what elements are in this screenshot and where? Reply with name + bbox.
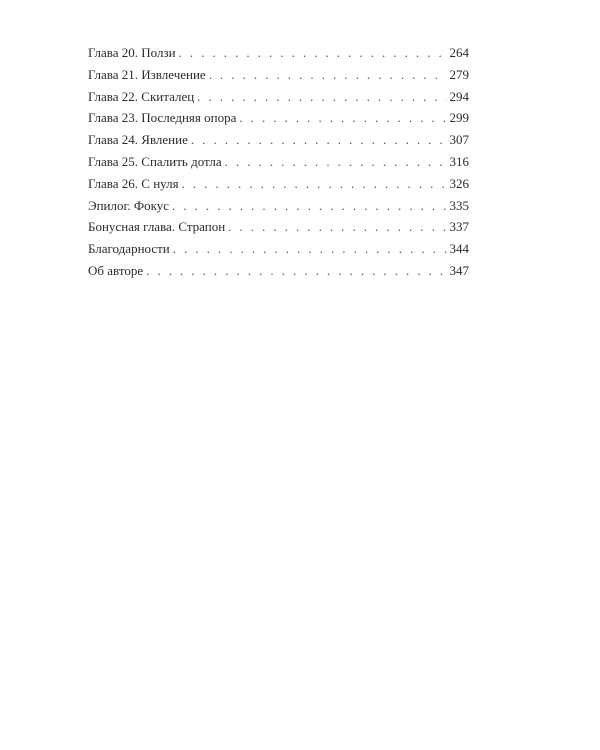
toc-entry-title: Эпилог. Фокус: [88, 197, 170, 213]
toc-dot-leader: [225, 154, 447, 170]
toc-entry-title: Глава 23. Последняя опора: [88, 110, 237, 126]
toc-entry-page-number: 279: [449, 66, 469, 82]
toc-entry-bonus-chapter: [88, 219, 469, 241]
toc-dot-leader: [239, 110, 446, 126]
toc-dot-leader: [191, 132, 447, 148]
toc-entry-page-number: 307: [449, 132, 469, 148]
toc-entry-title: Об авторе: [88, 262, 144, 278]
toc-entry-chapter-25: [88, 154, 469, 176]
toc-entry-chapter-23: [88, 110, 469, 132]
toc-entry-page-number: 264: [449, 45, 469, 60]
toc-entry-title: Глава 21. Извлечение: [88, 66, 206, 82]
toc-dot-leader: [146, 263, 446, 279]
toc-entry-page-number: 299: [449, 110, 469, 126]
toc-entry-about-author: [88, 263, 469, 285]
toc-entry-title: Глава 22. Скиталец: [88, 88, 195, 104]
toc-entry-page-number: 335: [449, 197, 469, 213]
toc-entry-chapter-21: [88, 67, 469, 89]
toc-entry-chapter-22: [88, 89, 469, 111]
toc-entry-page-number: 344: [449, 241, 469, 257]
toc-entry-title: Благодарности: [88, 241, 170, 257]
toc-dot-leader: [197, 89, 446, 105]
toc-entry-chapter-26: [88, 176, 469, 198]
toc-entry-chapter-24: [88, 132, 469, 154]
toc-entry-epilogue: [88, 198, 469, 220]
toc-dot-leader: [179, 45, 447, 61]
toc-dot-leader: [172, 198, 446, 214]
toc-entry-page-number: 316: [449, 153, 469, 169]
table-of-contents: [88, 45, 469, 285]
toc-dot-leader: [173, 241, 447, 257]
toc-entry-title: Глава 24. Явление: [88, 132, 188, 148]
toc-entry-acknowledgements: [88, 241, 469, 263]
toc-entry-title: Бонусная глава. Страпон: [88, 219, 226, 235]
toc-entry-title: Глава 25. Спалить дотла: [88, 153, 222, 169]
toc-dot-leader: [228, 219, 446, 235]
toc-dot-leader: [209, 67, 447, 83]
toc-dot-leader: [182, 176, 447, 192]
toc-entry-page-number: 326: [449, 175, 469, 191]
toc-entry-page-number: 337: [449, 219, 469, 235]
toc-entry-page-number: 347: [449, 262, 469, 278]
toc-entry-chapter-20: [88, 45, 469, 67]
toc-entry-title: Глава 26. С нуля: [88, 175, 179, 191]
toc-entry-title: Глава 20. Ползи: [88, 45, 176, 60]
toc-entry-page-number: 294: [449, 88, 469, 104]
